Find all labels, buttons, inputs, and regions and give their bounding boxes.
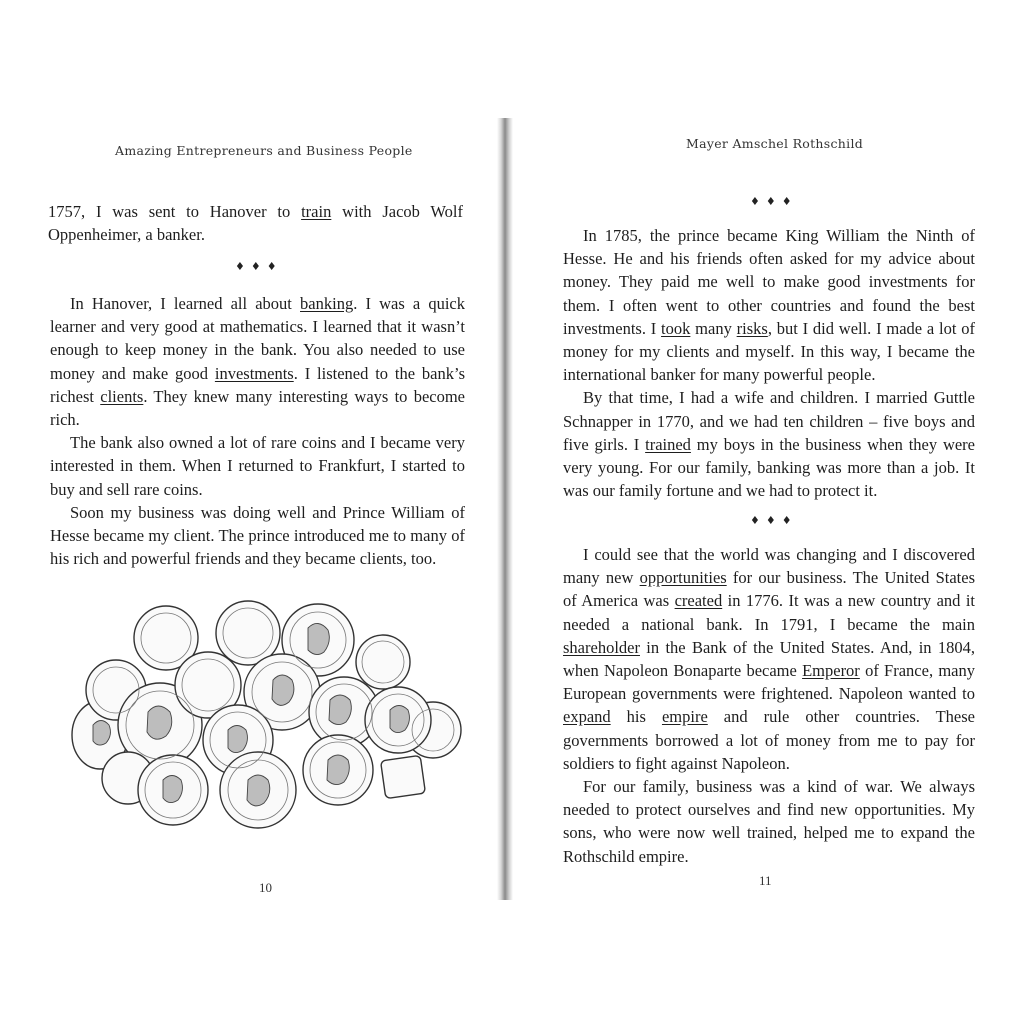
paragraph: In Hanover, I learned all about banking. I was a quick learner and very good at mathematics. I learned that it wasn’t enough to keep money in the bank. You also needed to use money and make good investments. I listened to the bank’s richest clients. They knew many interesting ways to become rich. <box>50 294 466 430</box>
right-text-block-1 <box>563 224 975 502</box>
vocab-word: banking <box>300 294 354 313</box>
right-text-block-2 <box>563 543 975 868</box>
section-separator: ♦♦♦ <box>750 514 798 527</box>
vocab-word: risks <box>736 318 768 338</box>
vocab-word: investments <box>214 363 294 383</box>
page-number-right: 11 <box>759 873 772 888</box>
left-page <box>0 0 500 1024</box>
paragraph: For our family, business was a kind of war. We always needed to protect ourselves and find new opportunities. My sons, who were now well trained, helped me to expand the Rothschild empire. <box>563 777 975 866</box>
section-separator: ♦♦♦ <box>235 260 283 273</box>
left-text-block-1 <box>48 200 463 246</box>
vocab-word: train <box>301 202 332 221</box>
right-page <box>510 0 1024 1024</box>
running-head-left: Amazing Entrepreneurs and Business People <box>115 143 413 158</box>
paragraph: 1757, I was sent to Hanover to train with Jacob Wolf Oppenheimer, a banker. <box>48 202 463 245</box>
paragraph: In 1785, the prince became King William the Ninth of Hesse. He and his friends often asked for my advice about money. They paid me well to make good investments for them. I often went to other countries and found the best investments. I took many risks, but I did well. I made a lot of money for my clients and myself. In this way, I became the international banker for many powerful people. <box>563 226 975 385</box>
vocab-word: expand <box>563 707 611 727</box>
vocab-word: clients <box>100 386 144 406</box>
paragraph: The bank also owned a lot of rare coins and I became very interested in them. When I returned to Frankfurt, I started to buy and sell rare coins. <box>50 433 465 499</box>
vocab-word: created <box>674 591 723 611</box>
left-text-block-2 <box>50 292 465 570</box>
vocab-word: trained <box>645 434 691 454</box>
vocab-word: empire <box>661 707 708 727</box>
paragraph: By that time, I had a wife and children. I married Guttle Schnapper in 1770, and we had ten children – five boys and five girls. I trained my boys in the business when they were very young. For our family, banking was more than a job. It was our family fortune and we had to protect it. <box>563 388 976 501</box>
section-separator: ♦♦♦ <box>750 195 798 208</box>
vocab-word: took <box>661 318 691 338</box>
vocab-word: opportunities <box>639 568 727 588</box>
page-number-left: 10 <box>259 880 272 895</box>
running-head-right: Mayer Amschel Rothschild <box>686 136 864 151</box>
vocab-word: shareholder <box>563 637 640 657</box>
paragraph: I could see that the world was changing and I discovered many new opportunities for our business. The United States of America was created in 1776. It was a new country and it needed a national bank. In 1791, I became the main shareholder in the Bank of the United States. And, in 1804, when Napoleon Bonaparte became Emperor of France, many European governments were frightened. Napoleon wanted to expand his empire and rule other countries. These governments borrowed a lot of money from me to pay for soldiers to fight against Napoleon. <box>563 545 976 773</box>
coins-illustration <box>68 600 463 835</box>
vocab-word: Emperor <box>802 661 860 681</box>
paragraph: Soon my business was doing well and Prince William of Hesse became my client. The prince introduced me to many of his rich and powerful friends and they became clients, too. <box>50 502 465 569</box>
